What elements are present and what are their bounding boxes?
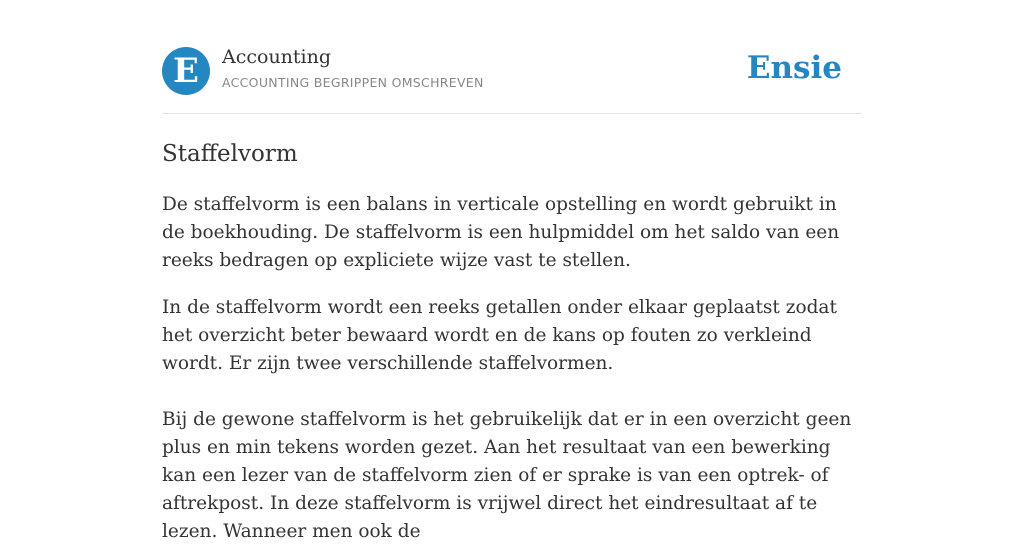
paragraph: In de staffelvorm wordt een reeks getallen onder elkaar geplaatst zodat het overzicht beter bewaard wordt en de kans op fouten zo verkleind wordt. Er zijn twee verschillende staffelvormen. — [162, 297, 837, 374]
article-body — [162, 169, 862, 546]
ensie-logo-icon[interactable]: E — [162, 47, 210, 95]
brand-logo[interactable]: Ensie — [746, 50, 842, 86]
paragraph: Bij de gewone staffelvorm is het gebruikelijk dat er in een overzicht geen plus en min tekens worden gezet. Aan het resultaat van een bewerking kan een lezer van de staffelvorm zien of er sprake is van een optrek- of aftrekpost. In deze staffelvorm is vrijwel direct het eindresultaat af te lezen. Wanneer men ook de — [162, 409, 852, 542]
page — [162, 0, 862, 546]
article-title: Staffelvorm — [162, 141, 298, 167]
site-subtitle: ACCOUNTING BEGRIPPEN OMSCHREVEN — [222, 75, 484, 90]
site-title[interactable]: Accounting — [222, 46, 332, 68]
paragraph: De staffelvorm is een balans in verticale opstelling en wordt gebruikt in de boekhouding. De staffelvorm is een hulpmiddel om het saldo van een reeks bedragen op expliciete wijze vast te stellen. — [162, 194, 840, 271]
site-header — [162, 0, 862, 114]
